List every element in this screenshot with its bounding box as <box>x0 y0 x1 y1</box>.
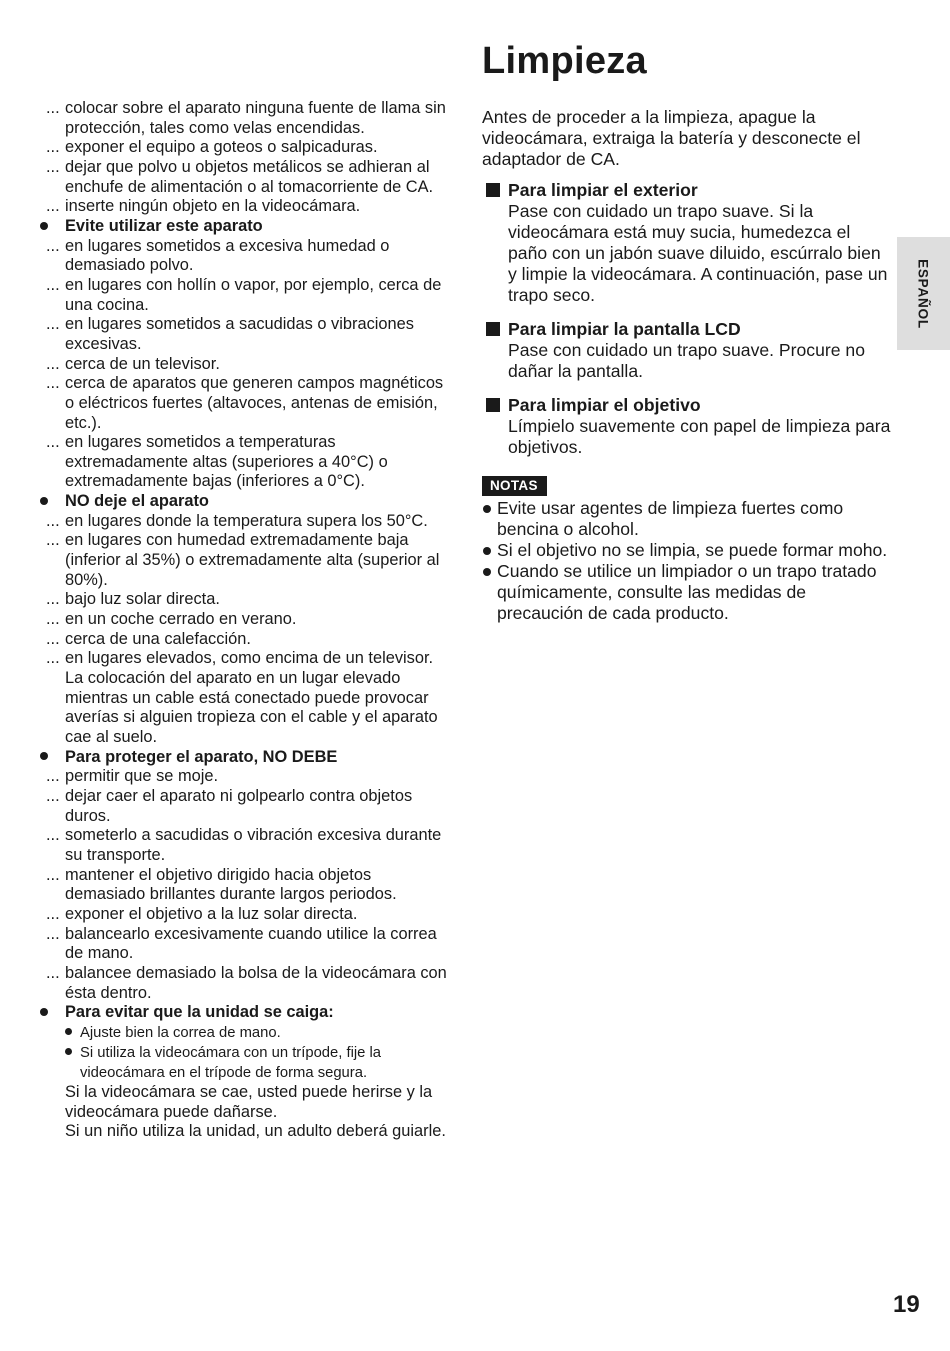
precaution-heading-text: Evite utilizar este aparato <box>65 216 263 235</box>
section-body: Pase con cuidado un trapo suave. Procure no dañar la pantalla. <box>508 340 865 381</box>
section-heading-text: Para limpiar la pantalla LCD <box>508 319 741 339</box>
precaution-item <box>40 237 450 276</box>
precaution-item <box>40 787 450 826</box>
precaution-item <box>40 531 450 590</box>
square-bullet-icon <box>486 183 500 197</box>
precaution-note: Si la videocámara se cae, usted puede herirse y la videocámara puede dañarse. <box>65 1082 433 1121</box>
bullet-dot-icon <box>483 547 491 555</box>
ellipsis-marker: ... <box>46 236 60 255</box>
precaution-text: en lugares sometidos a excesiva humedad o demasiado polvo. <box>65 236 390 275</box>
bullet-dot-icon <box>40 492 48 512</box>
ellipsis-marker: ... <box>46 826 60 845</box>
bullet-dot-icon <box>40 1003 48 1023</box>
precaution-heading <box>40 492 450 512</box>
precaution-item <box>40 649 450 747</box>
precaution-heading-text: Para evitar que la unidad se caiga: <box>65 1003 334 1022</box>
precaution-text: balancee demasiado la bolsa de la videocámara con ésta dentro. <box>65 963 447 1002</box>
language-tab-label: ESPAÑOL <box>915 259 931 329</box>
precaution-text: exponer el objetivo a la luz solar directa. <box>65 904 358 923</box>
precaution-heading-text: NO deje el aparato <box>65 492 209 511</box>
precaution-item <box>40 826 450 865</box>
notes-label: NOTAS <box>482 476 547 496</box>
precaution-item <box>40 964 450 1003</box>
precaution-item <box>40 197 450 217</box>
section-body: Límpielo suavemente con papel de limpieza para objetivos. <box>508 416 891 457</box>
precaution-text: someterlo a sacudidas o vibración excesiva durante su transporte. <box>65 826 442 864</box>
ellipsis-marker: ... <box>46 433 60 452</box>
precaution-text: en un coche cerrado en verano. <box>65 610 297 629</box>
note-text: Evite usar agentes de limpieza fuertes como bencina o alcohol. <box>497 498 844 539</box>
precautions-column <box>40 99 450 1142</box>
precaution-item <box>40 767 450 787</box>
ellipsis-marker: ... <box>46 374 60 393</box>
precaution-text: en lugares donde la temperatura supera los 50°C. <box>65 511 428 530</box>
precaution-item <box>40 866 450 905</box>
bullet-dot-icon <box>483 505 491 513</box>
precaution-item <box>40 276 450 315</box>
ellipsis-marker: ... <box>46 138 60 157</box>
ellipsis-marker: ... <box>46 963 60 982</box>
section-heading-text: Para limpiar el exterior <box>508 180 698 200</box>
ellipsis-marker: ... <box>46 511 60 530</box>
cleaning-section-exterior <box>482 180 892 306</box>
bullet-dot-icon <box>65 1043 72 1063</box>
ellipsis-marker: ... <box>46 610 60 629</box>
precaution-item <box>40 315 450 354</box>
precaution-item <box>40 590 450 610</box>
precaution-item <box>40 374 450 433</box>
note-text: Si el objetivo no se limpia, se puede formar moho. <box>497 540 888 560</box>
square-bullet-icon <box>486 322 500 336</box>
precaution-text: dejar caer el aparato ni golpearlo contra objetos duros. <box>65 786 413 825</box>
bullet-dot-icon <box>483 568 491 576</box>
precaution-text: bajo luz solar directa. <box>65 590 220 609</box>
precaution-item <box>40 99 450 138</box>
intro-paragraph: Antes de proceder a la limpieza, apague la videocámara, extraiga la batería y desconecte el adaptador de CA. <box>482 107 861 169</box>
precaution-heading-text: Para proteger el aparato, NO DEBE <box>65 747 338 766</box>
precaution-item <box>40 433 450 492</box>
ellipsis-marker: ... <box>46 649 60 668</box>
precaution-text: en lugares sometidos a temperaturas extremadamente altas (superiores a 40°C) o extremadamente bajas (inferiores a 0°C). <box>65 433 388 491</box>
precaution-text: en lugares con hollín o vapor, por ejemplo, cerca de una cocina. <box>65 275 442 314</box>
precaution-subitem <box>40 1043 450 1083</box>
precaution-text: inserte ningún objeto en la videocámara. <box>65 197 361 216</box>
precaution-text: permitir que se moje. <box>65 767 219 786</box>
bullet-dot-icon <box>40 217 48 237</box>
precaution-item <box>40 630 450 650</box>
square-bullet-icon <box>486 398 500 412</box>
ellipsis-marker: ... <box>46 197 60 216</box>
bullet-dot-icon <box>40 748 48 768</box>
section-heading <box>482 180 892 201</box>
page-title: Limpieza <box>482 40 647 82</box>
precaution-note: Si un niño utiliza la unidad, un adulto deberá guiarle. <box>65 1122 446 1141</box>
precaution-text: en lugares con humedad extremadamente baja (inferior al 35%) o extremadamente alta (superior al 80%). <box>65 531 440 589</box>
precaution-heading <box>40 748 450 768</box>
precaution-item <box>40 610 450 630</box>
precaution-subitem-text: Si utiliza la videocámara con un trípode, fije la videocámara en el trípode de forma segura. <box>80 1044 382 1081</box>
cleaning-column <box>482 107 892 624</box>
bullet-dot-icon <box>65 1023 72 1043</box>
ellipsis-marker: ... <box>46 354 60 373</box>
precaution-text: dejar que polvo u objetos metálicos se adhieran al enchufe de alimentación o al tomacorriente de CA. <box>65 157 434 196</box>
note-item <box>482 561 892 624</box>
precaution-item <box>40 158 450 197</box>
precaution-item <box>40 905 450 925</box>
section-heading <box>482 395 892 416</box>
precaution-text: balancearlo excesivamente cuando utilice la correa de mano. <box>65 924 437 963</box>
ellipsis-marker: ... <box>46 924 60 943</box>
ellipsis-marker: ... <box>46 865 60 884</box>
cleaning-section-lens <box>482 395 892 458</box>
ellipsis-marker: ... <box>46 275 60 294</box>
precaution-text: cerca de una calefacción. <box>65 629 251 648</box>
ellipsis-marker: ... <box>46 590 60 609</box>
ellipsis-marker: ... <box>46 629 60 648</box>
precaution-text: mantener el objetivo dirigido hacia objetos demasiado brillantes durante largos periodos. <box>65 865 397 904</box>
precaution-item <box>40 925 450 964</box>
ellipsis-marker: ... <box>46 315 60 334</box>
cleaning-section-lcd <box>482 319 892 382</box>
precaution-subitem-text: Ajuste bien la correa de mano. <box>80 1024 281 1041</box>
ellipsis-marker: ... <box>46 157 60 176</box>
precaution-item <box>40 512 450 532</box>
precaution-subitem <box>40 1023 450 1043</box>
note-item <box>482 540 892 561</box>
precaution-text: en lugares elevados, como encima de un televisor. La colocación del aparato en un lugar elevado mientras un cable está conectado puede provocar averías si alguien tropieza con el cable y el aparato cae al suelo. <box>65 649 438 746</box>
ellipsis-marker: ... <box>46 904 60 923</box>
precaution-item <box>40 138 450 158</box>
note-text: Cuando se utilice un limpiador o un trapo tratado químicamente, consulte las medidas de precaución de cada producto. <box>497 561 877 623</box>
note-item <box>482 498 892 540</box>
precaution-text: cerca de un televisor. <box>65 354 220 373</box>
ellipsis-marker: ... <box>46 767 60 786</box>
ellipsis-marker: ... <box>46 786 60 805</box>
section-heading <box>482 319 892 340</box>
precaution-heading <box>40 1003 450 1023</box>
precaution-text: exponer el equipo a goteos o salpicaduras. <box>65 138 378 157</box>
section-body: Pase con cuidado un trapo suave. Si la videocámara está muy sucia, humedezca el paño con un jabón suave diluido, escúrralo bien y limpie la videocámara. A continuación, pase un trapo seco. <box>508 201 888 305</box>
ellipsis-marker: ... <box>46 531 60 550</box>
precaution-heading <box>40 217 450 237</box>
precaution-text: en lugares sometidos a sacudidas o vibraciones excesivas. <box>65 315 414 353</box>
precaution-text: cerca de aparatos que generen campos magnéticos o eléctricos fuertes (altavoces, antenas de emisión, etc.). <box>65 374 444 432</box>
ellipsis-marker: ... <box>46 99 60 117</box>
page-number: 19 <box>893 1291 920 1318</box>
precaution-item <box>40 355 450 375</box>
language-tab <box>897 237 950 350</box>
precaution-text: colocar sobre el aparato ninguna fuente de llama sin protección, tales como velas encendidas. <box>65 99 446 137</box>
section-heading-text: Para limpiar el objetivo <box>508 395 701 415</box>
